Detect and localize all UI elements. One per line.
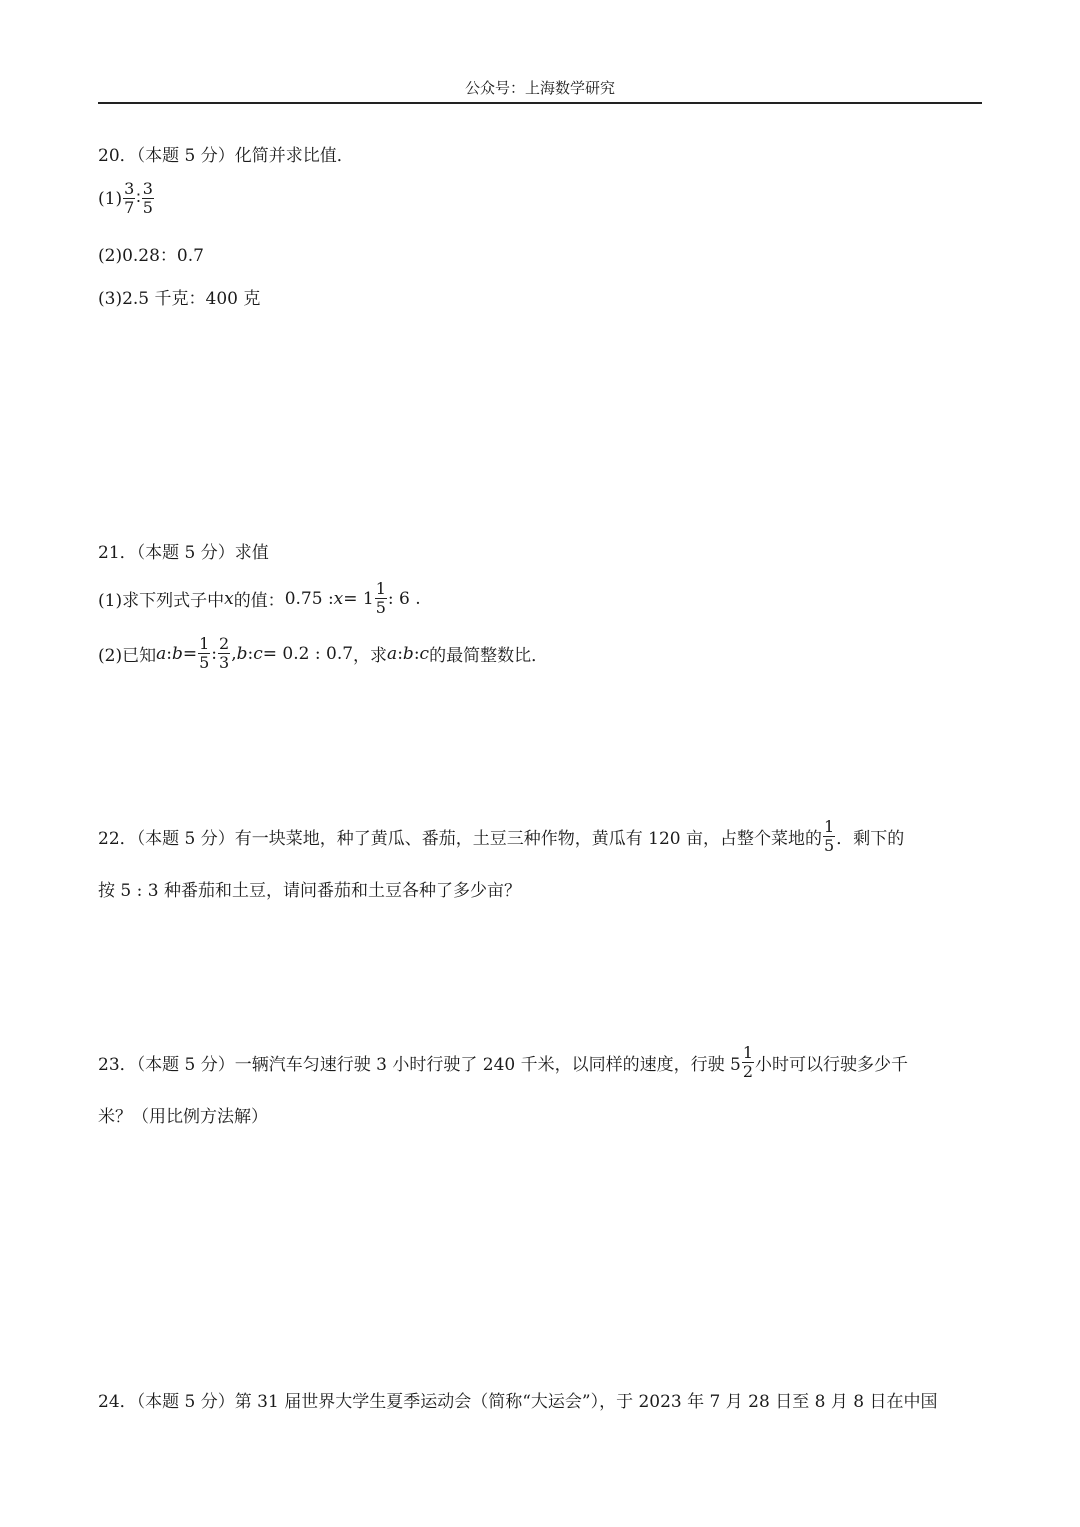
- q21-part2: [98, 635, 548, 672]
- ratio-sign: ∶: [136, 188, 141, 209]
- q24-line1: 24．（本题 5 分）第 31 届世界大学生夏季运动会（简称“大运会”），于 2023 年 7 月 28 日至 8 月 8 日在中国: [98, 1392, 938, 1412]
- fraction: [823, 818, 835, 855]
- variable-c: c: [419, 643, 430, 664]
- q20-part1: [98, 180, 155, 217]
- denominator: 5: [375, 598, 386, 617]
- text-segment: (2)已知: [98, 646, 157, 666]
- text-segment: ．剩下的: [836, 829, 905, 849]
- ratio-sign: :: [211, 643, 218, 664]
- q20-title: 20．（本题 5 分）化简并求比值．: [98, 146, 354, 166]
- equals-sign: =: [182, 643, 198, 664]
- ratio-sign: :: [166, 643, 172, 664]
- comma: ,: [231, 643, 237, 664]
- ratio-sign: :: [413, 643, 420, 664]
- numerator: 3: [142, 179, 153, 198]
- q23-line2: 米？（用比例方法解）: [98, 1107, 268, 1127]
- numerator: 1: [375, 579, 386, 598]
- q20-part3: (3)2.5 千克：400 克: [98, 289, 261, 309]
- denominator: 7: [124, 198, 135, 217]
- variable-x: x: [224, 588, 234, 609]
- ratio-sign: :: [397, 643, 403, 664]
- numerator: 1: [742, 1043, 754, 1062]
- numerator: 1: [199, 634, 210, 653]
- text-segment: (1)求下列式子中: [98, 591, 225, 611]
- fraction: [742, 1044, 754, 1081]
- text-segment: : 6 .: [387, 588, 421, 609]
- variable-a: a: [387, 643, 398, 664]
- text-segment: 的值：: [233, 591, 285, 611]
- fraction: [198, 635, 210, 672]
- denominator: 2: [742, 1062, 754, 1081]
- q21-part1: [98, 580, 421, 617]
- text-segment: 22．（本题 5 分）有一块菜地，种了黄瓜、番茄，土豆三种作物，黄瓜有 120 亩，占整个菜地的: [98, 829, 823, 849]
- fraction: [375, 580, 387, 617]
- q22-line1: [98, 818, 904, 855]
- q23-line1: [98, 1044, 908, 1081]
- variable-c: c: [253, 643, 263, 664]
- q21-title: 21．（本题 5 分）求值: [98, 543, 269, 563]
- numerator: 1: [824, 817, 835, 836]
- denominator: 5: [142, 198, 153, 217]
- numerator: 3: [124, 179, 135, 198]
- variable-b: b: [171, 643, 183, 664]
- text-segment: 0.75 :: [284, 588, 334, 609]
- denominator: 5: [824, 836, 835, 855]
- variable-b: b: [402, 643, 414, 664]
- text-segment: 的最简整数比．: [429, 646, 549, 666]
- fraction: [123, 180, 135, 217]
- q20-part2: (2)0.28：0.7: [98, 246, 204, 266]
- text-segment: ，求: [353, 646, 388, 666]
- text-segment: = 0.2 : 0.7: [262, 643, 354, 664]
- variable-a: a: [156, 643, 167, 664]
- variable-x: x: [333, 588, 344, 609]
- text-segment: = 1: [343, 588, 374, 609]
- variable-b: b: [236, 643, 248, 664]
- q20-part1-label: (1): [98, 188, 123, 209]
- text-segment: 小时可以行驶多少千: [755, 1055, 909, 1075]
- fraction: [142, 180, 154, 217]
- q22-line2: 按 5 : 3 种番茄和土豆，请问番茄和土豆各种了多少亩？: [98, 881, 521, 901]
- page-header: 公众号：上海数学研究: [98, 74, 982, 104]
- denominator: 3: [219, 653, 230, 672]
- numerator: 2: [219, 634, 230, 653]
- denominator: 5: [199, 653, 210, 672]
- text-segment: 23．（本题 5 分）一辆汽车匀速行驶 3 小时行驶了 240 千米，以同样的速度，行驶 5: [98, 1055, 741, 1075]
- ratio-sign: :: [247, 643, 254, 664]
- fraction: [218, 635, 230, 672]
